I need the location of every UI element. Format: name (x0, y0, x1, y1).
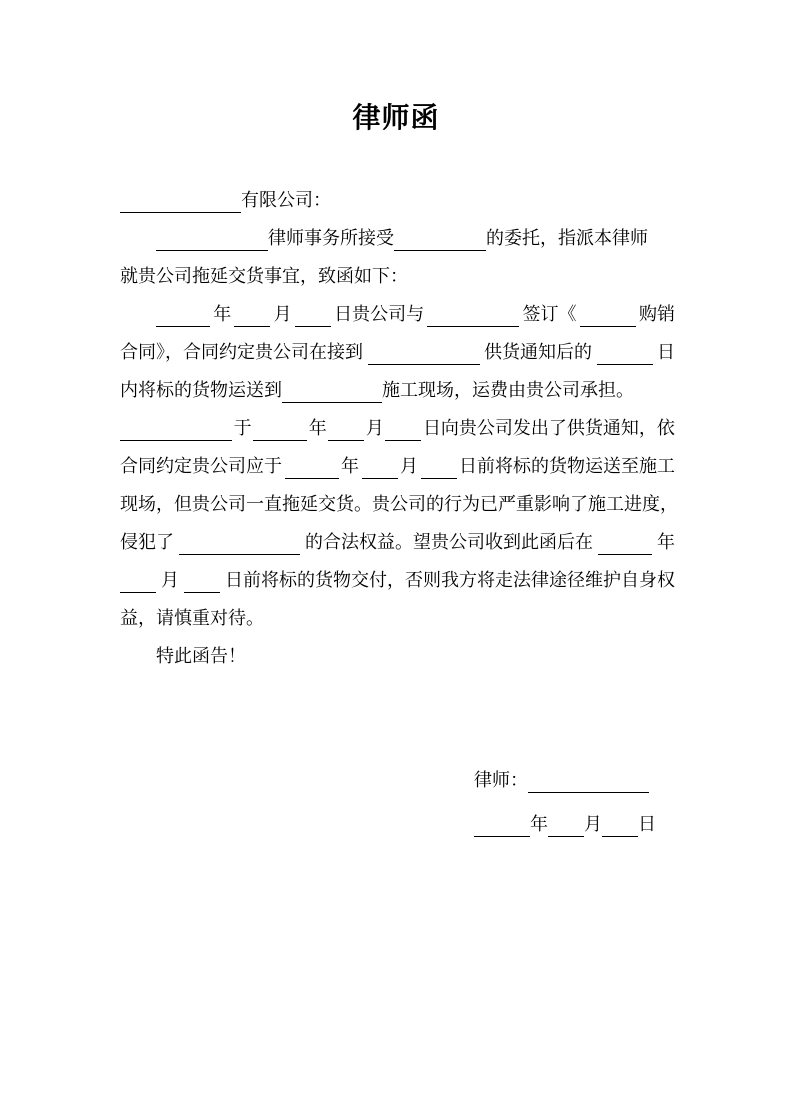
document-title: 律师函 (352, 101, 440, 134)
paragraph3-text-h: 日前将标的货物交付，否则我方将走法律途径维护自身权 (225, 570, 675, 591)
notifier-blank[interactable] (120, 422, 232, 441)
closing-text: 特此函告！ (156, 646, 246, 667)
notice-party-blank[interactable] (368, 346, 480, 365)
client-blank[interactable] (394, 232, 486, 251)
notice-year-blank[interactable] (253, 422, 307, 441)
year-label: 年 (530, 814, 548, 835)
closing-line (120, 638, 675, 676)
notice-month-blank[interactable] (328, 422, 364, 441)
contract-month-blank[interactable] (234, 308, 270, 327)
paragraph3-text-f: 侵犯了 (120, 532, 174, 553)
month-label: 月 (584, 814, 602, 835)
paragraph3-line4 (120, 524, 675, 562)
counterparty-blank[interactable] (427, 308, 519, 327)
sign-day-blank[interactable] (602, 818, 638, 837)
paragraph2-text-h: 施工现场，运费由贵公司承担。 (382, 380, 634, 401)
year-label: 年 (308, 418, 327, 439)
paragraph1-line2 (120, 258, 675, 296)
paragraph3-text-b: 日向贵公司发出了供货通知，依 (422, 418, 675, 439)
salutation-line (120, 182, 675, 220)
paragraph3-text-c: 合同约定贵公司应于 (120, 456, 282, 477)
final-year-blank[interactable] (598, 536, 652, 555)
paragraph3-line3 (120, 486, 678, 524)
final-month-blank[interactable] (120, 574, 156, 593)
paragraph1-text-c: 就贵公司拖延交货事宜，致函如下： (120, 266, 408, 287)
signature-date-line (474, 806, 656, 844)
sign-month-blank[interactable] (548, 818, 584, 837)
paragraph2-line3 (120, 372, 675, 410)
paragraph2-text-g: 内将标的货物运送到 (120, 380, 282, 401)
deadline-month-blank[interactable] (362, 460, 398, 479)
injured-party-blank[interactable] (179, 536, 300, 555)
day-label: 日 (638, 814, 656, 835)
year-label: 年 (213, 304, 232, 325)
delivery-days-blank[interactable] (597, 346, 653, 365)
paragraph2-text-f: 日 (657, 342, 675, 363)
paragraph2-text-a: 日贵公司与 (334, 304, 425, 325)
paragraph3-text-d: 日前将标的货物运送至施工 (459, 456, 675, 477)
paragraph3-text-i: 益，请慎重对待。 (120, 608, 264, 629)
paragraph2-line2 (120, 334, 675, 372)
law-firm-blank[interactable] (156, 232, 268, 251)
paragraph2-text-b: 签订《 (522, 304, 577, 325)
notice-day-blank[interactable] (385, 422, 421, 441)
month-label: 月 (161, 570, 179, 591)
lawyer-name-blank[interactable] (528, 774, 649, 793)
contract-name-blank[interactable] (580, 308, 636, 327)
paragraph3-line6 (120, 600, 675, 638)
paragraph2-text-c: 购销 (638, 304, 675, 325)
paragraph3-line2 (120, 448, 675, 486)
deadline-year-blank[interactable] (285, 460, 339, 479)
month-label: 月 (273, 304, 292, 325)
paragraph3-text-e: 现场，但贵公司一直拖延交货。贵公司的行为已严重影响了施工进度， (120, 494, 678, 515)
paragraph3-line1 (120, 410, 675, 448)
paragraph3-line5 (120, 562, 675, 600)
paragraph3-text-g: 的合法权益。望贵公司收到此函后在 (305, 532, 593, 553)
sign-year-blank[interactable] (474, 818, 530, 837)
lawyer-signature-line (474, 762, 649, 800)
paragraph3-text-a: 于 (233, 418, 252, 439)
contract-year-blank[interactable] (156, 308, 210, 327)
paragraph2-text-d: 合同》，合同约定贵公司在接到 (120, 342, 363, 363)
site-blank[interactable] (282, 384, 382, 403)
final-day-blank[interactable] (184, 574, 220, 593)
paragraph1-line1 (120, 220, 675, 258)
paragraph1-text-b: 的委托，指派本律师 (486, 228, 648, 249)
deadline-day-blank[interactable] (421, 460, 457, 479)
contract-day-blank[interactable] (295, 308, 331, 327)
letter-body (120, 182, 678, 676)
month-label: 月 (400, 456, 418, 477)
paragraph2-line1 (120, 296, 675, 334)
paragraph1-text-a: 律师事务所接受 (268, 228, 394, 249)
company-name-blank[interactable] (120, 194, 241, 213)
lawyer-label: 律师： (474, 770, 528, 791)
month-label: 月 (365, 418, 384, 439)
paragraph2-text-e: 供货通知后的 (484, 342, 592, 363)
salutation-suffix: 有限公司： (241, 190, 331, 211)
year-label: 年 (341, 456, 359, 477)
year-label: 年 (657, 532, 675, 553)
